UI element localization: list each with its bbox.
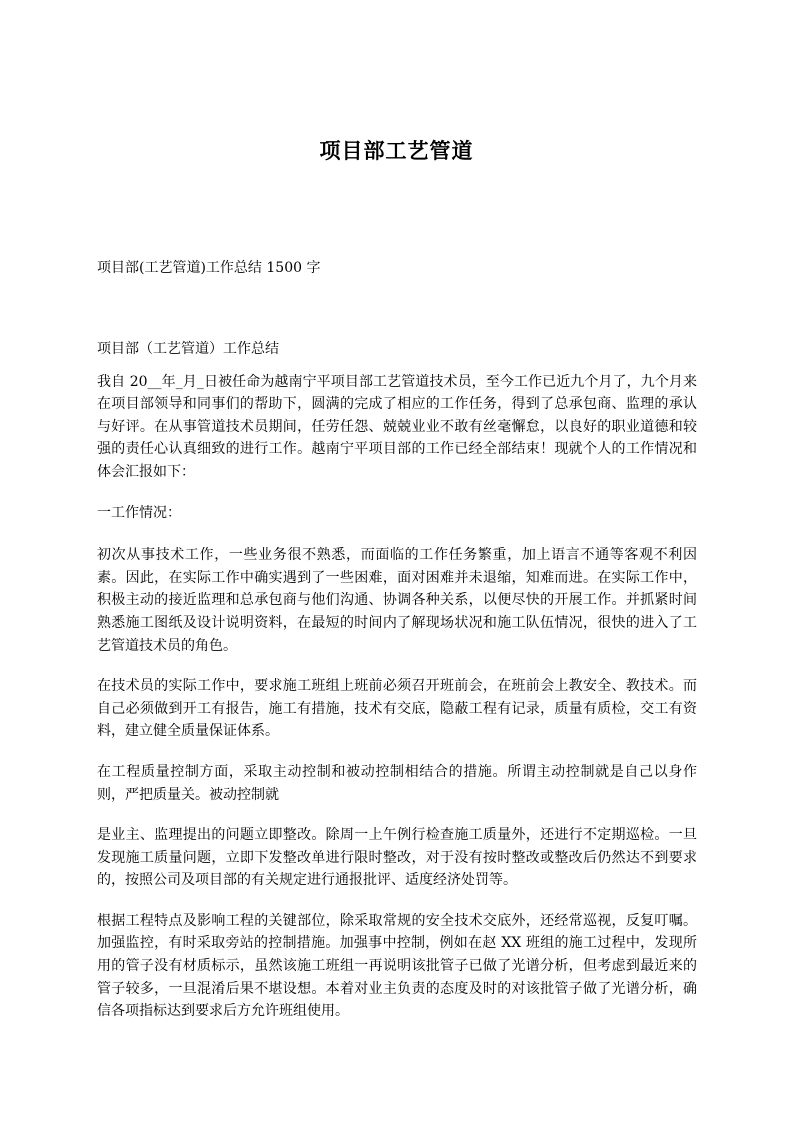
section-heading: 项目部（工艺管道）工作总结 <box>97 341 279 357</box>
paragraph-quality-control: 在工程质量控制方面，采取主动控制和被动控制相结合的措施。所谓主动控制就是自己以身作则，严把质量关。被动控制就 <box>97 763 697 803</box>
paragraph-initial-work: 初次从事技术工作，一些业务很不熟悉，而面临的工作任务繁重，加上语言不通等客观不利因素。因此，在实际工作中确实遇到了一些困难，面对困难并未退缩，知难而进。在实际工作中，积极主动的接近监理和总承包商与他们沟通、协调各种关系，以便尽快的开展工作。并抓紧时间熟悉施工图纸及设计说明资料，在最短的时间内了解现场状况和施工队伍情况，很快的进入了工艺管道技术员的角色。 <box>97 547 697 654</box>
paragraph-intro: 我自 20__年_月_日被任命为越南宁平项目部工艺管道技术员，至今工作已近九个月了，九个月来在项目部领导和同事们的帮助下，圆满的完成了相应的工作任务，得到了总承包商、监理的承认与好评。在从事管道技术员期间，任劳任怨、兢兢业业不敢有丝毫懈怠，以良好的职业道德和较强的责任心认真细致的进行工作。越南宁平项目部的工作已经全部结束！现就个人的工作情况和体会汇报如下： <box>97 373 697 480</box>
paragraph-key-points: 根据工程特点及影响工程的关键部位，除采取常规的安全技术交底外，还经常巡视，反复叮嘱。加强监控，有时采取旁站的控制措施。加强事中控制，例如在赵 XX 班组的施工过程中，发现所用的管子没有材质标示，虽然该施工班组一再说明该批管子已做了光谱分析，但考虑到最近来的管子较多，一旦混淆后果不堪设想。本着对业主负责的态度及时的对该批管子做了光谱分析，确信各项指标达到要求后方允许班组使用。 <box>97 912 697 1020</box>
document-body <box>97 338 697 1041</box>
document-subtitle: 项目部(工艺管道)工作总结 1500 字 <box>97 260 321 276</box>
paragraph-technician-duties: 在技术员的实际工作中，要求施工班组上班前必须召开班前会，在班前会上教安全、教技术。而自己必须做到开工有报告，施工有措施，技术有交底，隐蔽工程有记录，质量有质检，交工有资料，建立健全质量保证体系。 <box>97 678 697 740</box>
section-work-status: 一工作情况： <box>97 504 181 521</box>
paragraph-rectification: 是业主、监理提出的问题立即整改。除周一上午例行检查施工质量外，还进行不定期巡检。一旦发现施工质量问题，立即下发整改单进行限时整改，对于没有按时整改或整改后仍然达不到要求的，按照公司及项目部的有关规定进行通报批评、适度经济处罚等。 <box>97 827 697 889</box>
document-title: 项目部工艺管道 <box>319 139 474 163</box>
